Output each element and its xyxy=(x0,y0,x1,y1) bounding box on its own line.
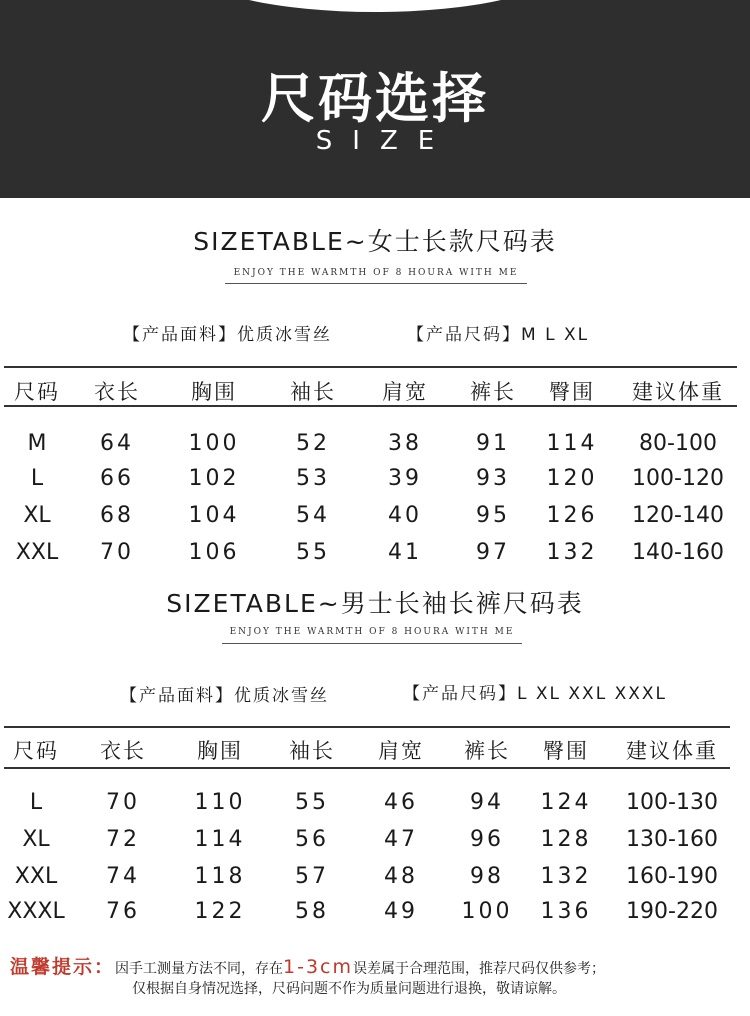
women-cell-r2-c5: 95 xyxy=(476,503,510,528)
men-header-3: 袖长 xyxy=(289,739,335,763)
women-cell-r0-c4: 38 xyxy=(388,431,422,456)
men-cell-r1-c1: 72 xyxy=(106,827,140,852)
women-header-7: 建议体重 xyxy=(632,380,724,404)
women-cell-r0-c6: 114 xyxy=(546,431,598,456)
women-cell-r3-c7: 140-160 xyxy=(632,540,724,565)
men-cell-r0-c5: 94 xyxy=(470,790,504,815)
women-cell-r3-c5: 97 xyxy=(476,540,510,565)
women-tagline: ENJOY THE WARMTH OF 8 HOURA WITH ME xyxy=(233,268,519,278)
women-cell-r1-c6: 120 xyxy=(546,466,598,491)
women-cell-r0-c7: 80-100 xyxy=(639,431,717,456)
men-header-2: 胸围 xyxy=(197,739,243,763)
women-cell-r2-c0: XL xyxy=(23,503,51,528)
men-cell-r2-c5: 98 xyxy=(470,864,504,889)
women-cell-r0-c1: 64 xyxy=(100,431,134,456)
men-tagline-rule xyxy=(222,643,522,644)
women-cell-r2-c6: 126 xyxy=(546,503,598,528)
note-line-1 xyxy=(10,952,750,979)
men-material: 【产品面料】优质冰雪丝 xyxy=(120,686,329,706)
women-cell-r0-c2: 100 xyxy=(188,431,240,456)
men-cell-r3-c4: 49 xyxy=(384,899,418,924)
page-subtitle: SIZE xyxy=(315,126,455,156)
men-cell-r2-c4: 48 xyxy=(384,864,418,889)
men-cell-r1-c2: 114 xyxy=(194,827,246,852)
women-cell-r3-c2: 106 xyxy=(188,540,240,565)
men-cell-r2-c1: 74 xyxy=(106,864,140,889)
women-section-title: SIZETABLE~女士长款尺码表 xyxy=(193,227,557,256)
women-cell-r2-c7: 120-140 xyxy=(632,503,724,528)
women-header-3: 袖长 xyxy=(290,380,336,404)
men-cell-r3-c2: 122 xyxy=(194,899,246,924)
men-cell-r0-c2: 110 xyxy=(194,790,246,815)
note-text-1: 因手工测量方法不同，存在 xyxy=(115,961,284,977)
women-cell-r3-c4: 41 xyxy=(388,540,422,565)
women-material: 【产品面料】优质冰雪丝 xyxy=(123,325,332,345)
women-cell-r1-c4: 39 xyxy=(388,466,422,491)
men-cell-r0-c3: 55 xyxy=(295,790,329,815)
women-cell-r1-c2: 102 xyxy=(188,466,240,491)
men-cell-r2-c2: 118 xyxy=(194,864,246,889)
women-cell-r3-c1: 70 xyxy=(100,540,134,565)
men-cell-r3-c6: 136 xyxy=(540,899,592,924)
women-cell-r2-c1: 68 xyxy=(100,503,134,528)
women-header-1: 衣长 xyxy=(94,380,140,404)
men-tagline: ENJOY THE WARMTH OF 8 HOURA WITH ME xyxy=(229,627,515,637)
women-cell-r0-c3: 52 xyxy=(296,431,330,456)
men-cell-r2-c7: 160-190 xyxy=(626,864,718,889)
men-cell-r3-c7: 190-220 xyxy=(626,899,718,924)
men-header-4: 肩宽 xyxy=(378,739,424,763)
men-cell-r2-c3: 57 xyxy=(295,864,329,889)
men-cell-r1-c7: 130-160 xyxy=(626,827,718,852)
note-text-2: 误差属于合理范围，推荐尺码仅供参考； xyxy=(353,961,606,977)
men-cell-r0-c1: 70 xyxy=(106,790,140,815)
men-header-6: 臀围 xyxy=(543,739,589,763)
men-cell-r1-c0: XL xyxy=(22,827,50,852)
women-cell-r0-c0: M xyxy=(27,431,47,456)
header-banner xyxy=(0,0,750,198)
men-cell-r3-c1: 76 xyxy=(106,899,140,924)
men-cell-r0-c7: 100-130 xyxy=(626,790,718,815)
men-cell-r0-c4: 46 xyxy=(384,790,418,815)
women-sizes: 【产品尺码】M L XL xyxy=(407,325,590,345)
men-table-header-rule xyxy=(4,767,730,769)
men-cell-r1-c4: 47 xyxy=(384,827,418,852)
women-cell-r3-c3: 55 xyxy=(296,540,330,565)
men-header-0: 尺码 xyxy=(13,739,59,763)
men-header-7: 建议体重 xyxy=(626,739,718,763)
men-header-1: 衣长 xyxy=(100,739,146,763)
men-cell-r1-c6: 128 xyxy=(540,827,592,852)
women-header-5: 裤长 xyxy=(470,380,516,404)
women-cell-r1-c0: L xyxy=(30,466,44,491)
women-cell-r1-c1: 66 xyxy=(100,466,134,491)
men-cell-r0-c6: 124 xyxy=(540,790,592,815)
men-section-title: SIZETABLE~男士长袖长裤尺码表 xyxy=(166,589,584,618)
women-cell-r2-c2: 104 xyxy=(188,503,240,528)
women-table-top-rule xyxy=(4,366,737,368)
note-label: 温馨提示： xyxy=(10,956,116,978)
women-cell-r2-c3: 54 xyxy=(296,503,330,528)
women-tagline-rule xyxy=(225,283,527,284)
women-header-6: 臀围 xyxy=(549,380,595,404)
men-cell-r3-c0: XXXL xyxy=(7,899,65,924)
women-cell-r0-c5: 91 xyxy=(476,431,510,456)
women-header-2: 胸围 xyxy=(191,380,237,404)
men-cell-r3-c3: 58 xyxy=(295,899,329,924)
page-title: 尺码选择 xyxy=(261,67,489,130)
women-cell-r1-c5: 93 xyxy=(476,466,510,491)
women-cell-r1-c3: 53 xyxy=(296,466,330,491)
banner-notch xyxy=(195,0,555,12)
women-header-4: 肩宽 xyxy=(382,380,428,404)
men-cell-r1-c3: 56 xyxy=(295,827,329,852)
men-sizes: 【产品尺码】L XL XXL XXXL xyxy=(403,684,667,704)
men-cell-r1-c5: 96 xyxy=(470,827,504,852)
women-cell-r1-c7: 100-120 xyxy=(632,466,724,491)
note-line-2: 仅根据自身情况选择，尺码问题不作为质量问题进行退换，敬请谅解。 xyxy=(132,981,566,997)
men-cell-r0-c0: L xyxy=(29,790,43,815)
men-cell-r3-c5: 100 xyxy=(461,899,513,924)
women-cell-r2-c4: 40 xyxy=(388,503,422,528)
men-table-top-rule xyxy=(4,726,730,728)
men-cell-r2-c6: 132 xyxy=(540,864,592,889)
men-cell-r2-c0: XXL xyxy=(14,864,58,889)
note-range: 1-3cm xyxy=(283,956,354,978)
men-header-5: 裤长 xyxy=(464,739,510,763)
women-cell-r3-c0: XXL xyxy=(15,540,59,565)
women-header-0: 尺码 xyxy=(14,380,60,404)
women-cell-r3-c6: 132 xyxy=(546,540,598,565)
